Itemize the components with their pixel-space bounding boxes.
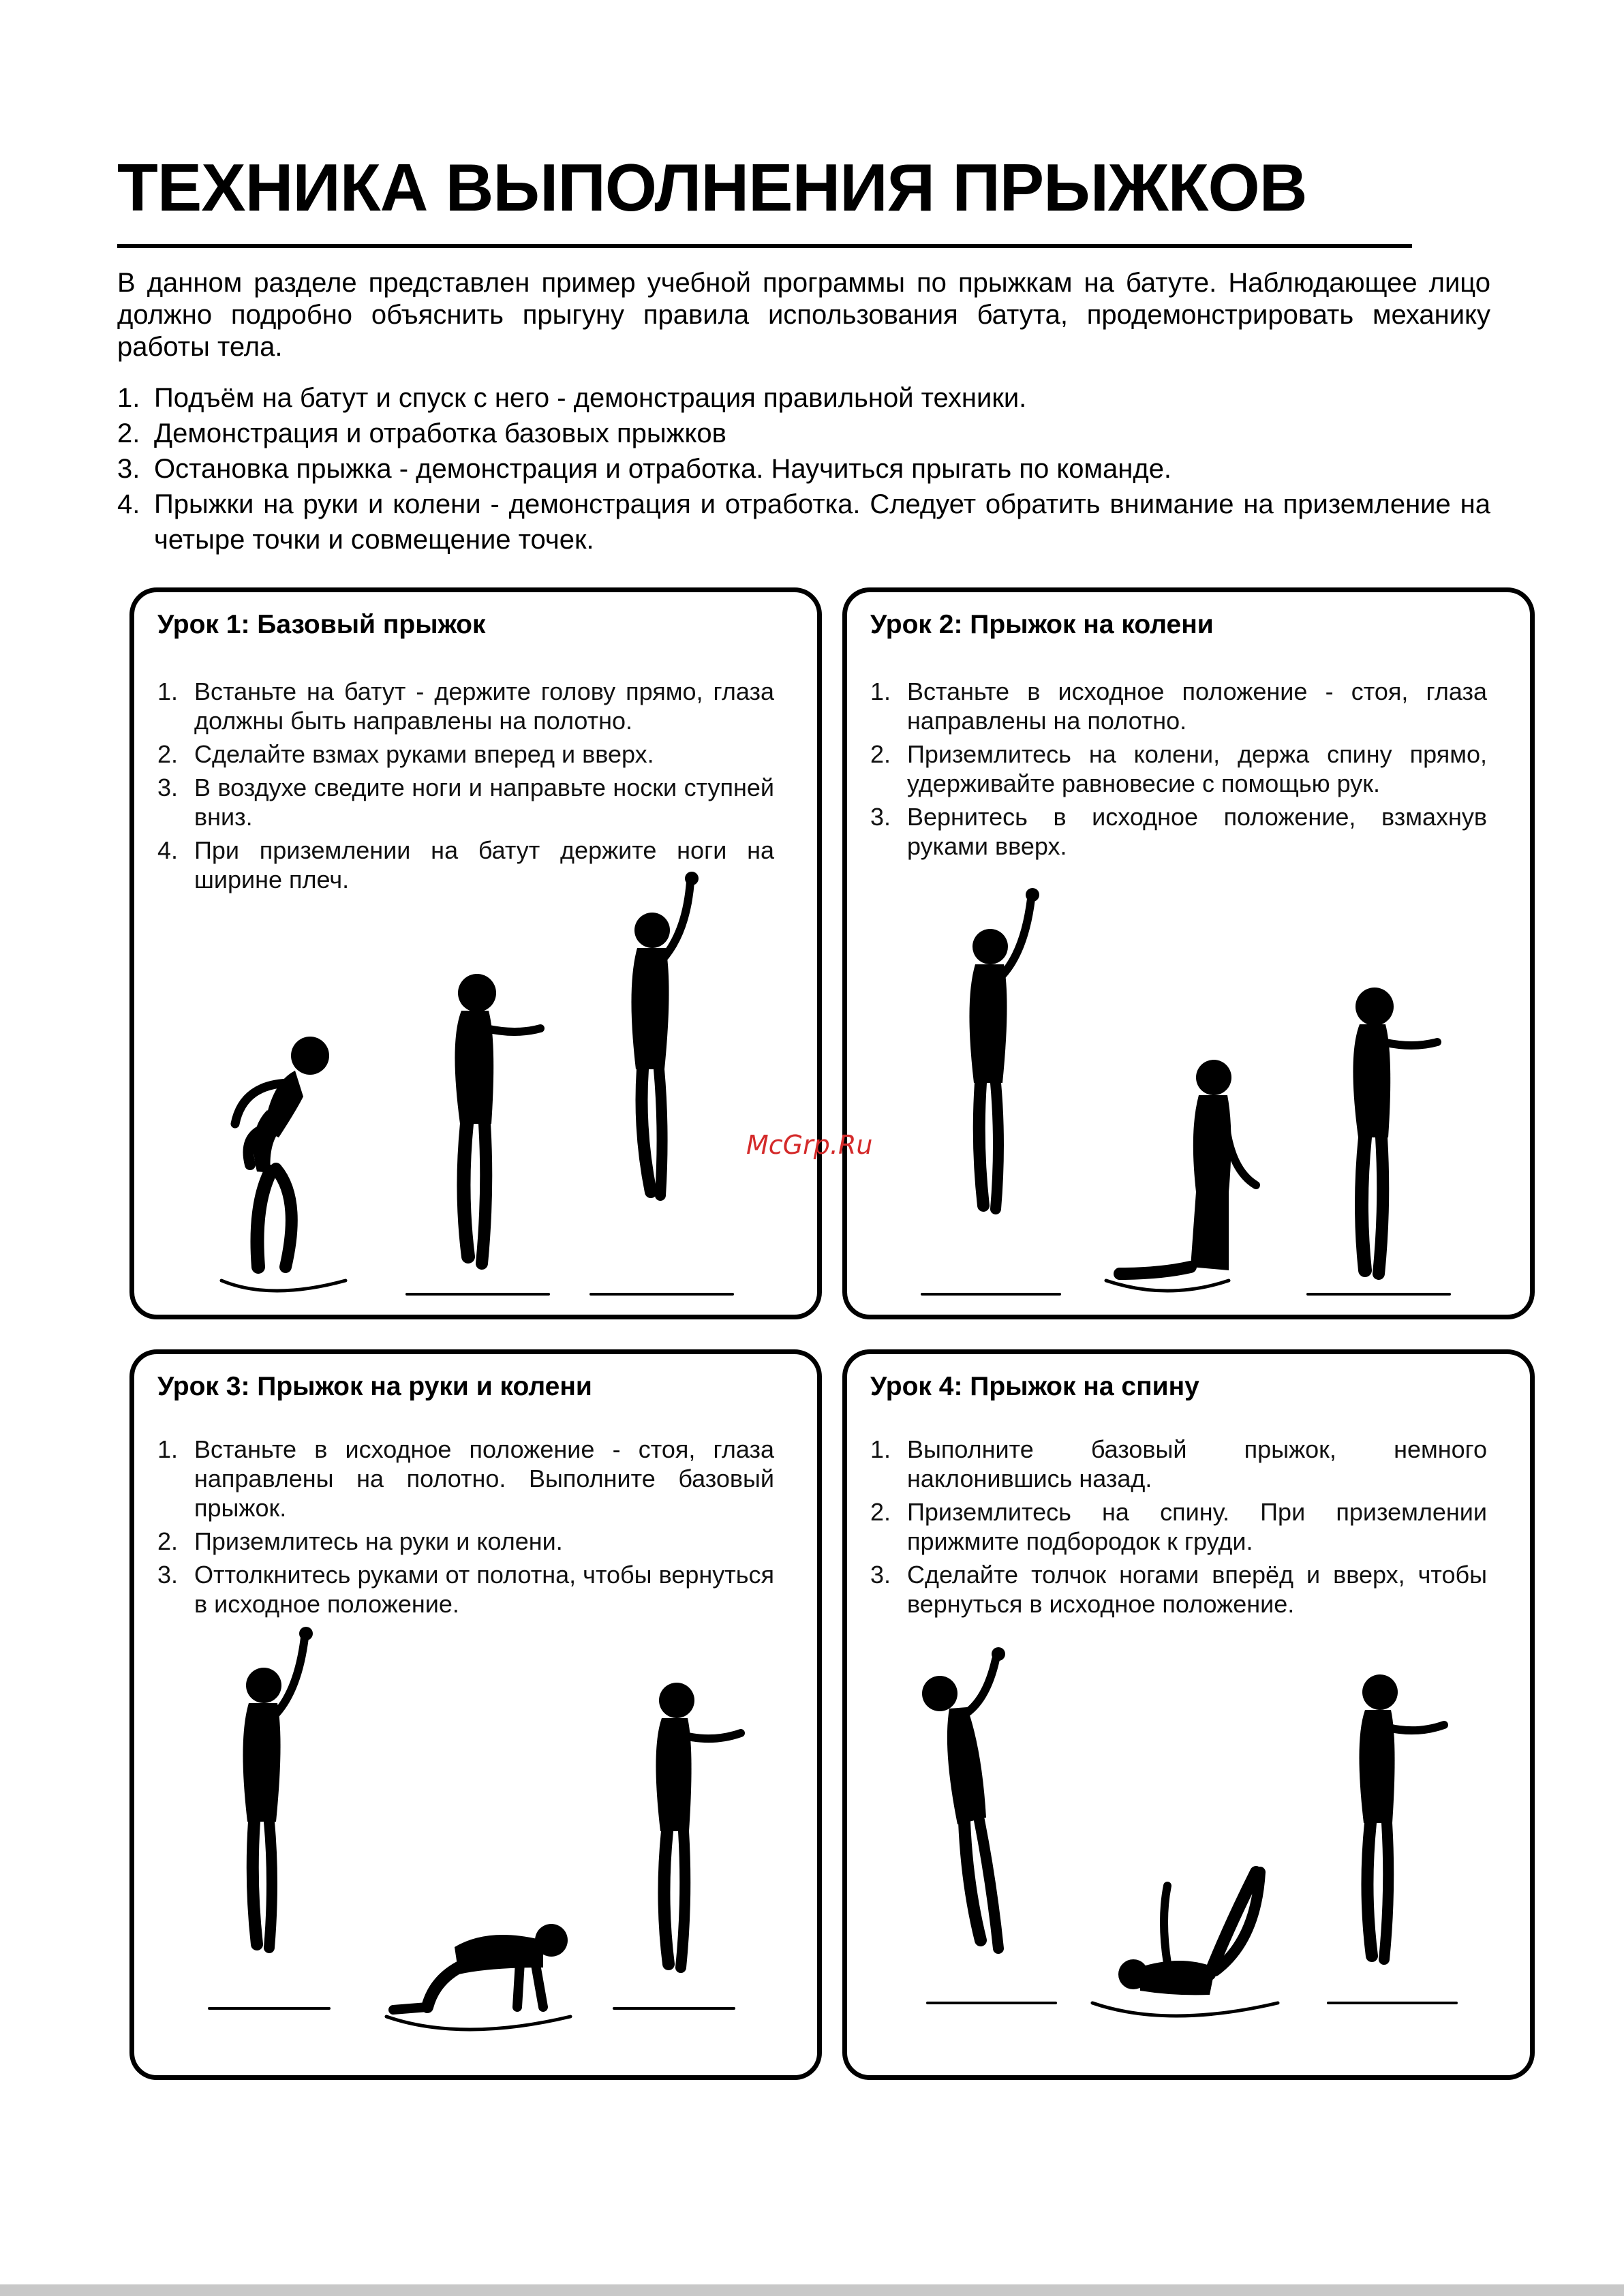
page-title: ТЕХНИКА ВЫПОЛНЕНИЯ ПРЫЖКОВ xyxy=(117,150,1307,225)
bending-mat-line xyxy=(386,2017,570,2030)
figure-arms-up xyxy=(631,872,699,1195)
step-number: 1. xyxy=(157,677,179,705)
step-text: Вернитесь в исходное положение, взмахнув руками вверх. xyxy=(907,803,1487,860)
list-text: Демонстрация и отработка базовых прыжков xyxy=(154,418,726,448)
step-text: Встаньте в исходное положение - стоя, глаза направлены на полотно. Выполните базовый прыжок. xyxy=(194,1435,774,1522)
step-text: Встаньте в исходное положение - стоя, глаза направлены на полотно. xyxy=(907,677,1487,735)
step-text: Приземлитесь на колени, держа спину прямо, удерживайте равновесие с помощью рук. xyxy=(907,740,1487,797)
step-number: 3. xyxy=(157,1561,179,1589)
step-number: 3. xyxy=(870,803,891,831)
list-number: 3. xyxy=(117,454,140,484)
step-text: Приземлитесь на руки и колени. xyxy=(194,1527,563,1555)
figure-arms-forward xyxy=(1359,1674,1444,1959)
lesson-4-panel xyxy=(842,1349,1535,2080)
title-rule xyxy=(117,244,1412,248)
lesson-4-illustration xyxy=(847,1354,1530,2075)
lesson-1-illustration xyxy=(134,592,817,1315)
lesson-1-panel xyxy=(129,587,822,1319)
figure-arms-forward xyxy=(1353,988,1437,1274)
step-number: 3. xyxy=(157,774,179,801)
lesson-3-title: Урок 3: Прыжок на руки и колени xyxy=(157,1372,592,1401)
step-text: Сделайте толчок ногами вперёд и вверх, чтобы вернуться в исходное положение. xyxy=(907,1561,1487,1618)
list-text: Прыжки на руки и колени - демонстрация и отработка. Следует обратить внимание на приземление на четыре точки и совмещение точек. xyxy=(154,489,1490,555)
lesson-2-title: Урок 2: Прыжок на колени xyxy=(870,610,1214,639)
lesson-2-panel xyxy=(842,587,1535,1319)
step-text: Оттолкнитесь руками от полотна, чтобы вернуться в исходное положение. xyxy=(194,1561,774,1618)
step-text: При приземлении на батут держите ноги на ширине плеч. xyxy=(194,836,774,893)
lesson-1-title: Урок 1: Базовый прыжок xyxy=(157,610,486,639)
figure-arms-forward xyxy=(455,974,540,1264)
step-text: Выполните базовый прыжок, немного наклонившись назад. xyxy=(907,1435,1487,1493)
step-text: Встаньте на батут - держите голову прямо, глаза должны быть направлены на полотно. xyxy=(194,677,774,735)
step-text: Приземлитесь на спину. При приземлении прижмите подбородок к груди. xyxy=(907,1498,1487,1555)
figure-crouch xyxy=(235,1037,329,1267)
figure-arms-up xyxy=(969,888,1039,1209)
list-number: 4. xyxy=(117,489,140,519)
figure-arms-forward xyxy=(656,1683,741,1968)
main-list xyxy=(117,380,1490,557)
watermark: McGrp.Ru xyxy=(746,1130,873,1160)
step-number: 4. xyxy=(157,836,179,864)
figure-arms-up xyxy=(243,1627,313,1948)
main-list-item xyxy=(117,451,1490,487)
bending-mat-line xyxy=(221,1281,346,1291)
step-text: В воздухе сведите ноги и направьте носки ступней вниз. xyxy=(194,774,774,831)
bending-mat-line xyxy=(1092,2003,1278,2016)
list-text: Остановка прыжка - демонстрация и отработка. Научиться прыгать по команде. xyxy=(154,454,1172,484)
main-list-item xyxy=(117,487,1490,557)
main-list-item xyxy=(117,416,1490,451)
step-number: 1. xyxy=(870,677,891,705)
step-number: 2. xyxy=(157,1527,179,1555)
bottom-strip xyxy=(0,2284,1624,2296)
figure-kneeling xyxy=(1120,1060,1256,1274)
lesson-3-panel xyxy=(129,1349,822,2080)
lesson-4-title: Урок 4: Прыжок на спину xyxy=(870,1372,1199,1401)
step-number: 2. xyxy=(870,1498,891,1526)
step-number: 3. xyxy=(870,1561,891,1589)
step-number: 2. xyxy=(157,740,179,768)
step-number: 1. xyxy=(870,1435,891,1463)
list-number: 2. xyxy=(117,418,140,448)
bending-mat-line xyxy=(1106,1281,1229,1291)
figure-hands-knees xyxy=(393,1924,568,2010)
list-number: 1. xyxy=(117,383,140,413)
main-list-item xyxy=(117,380,1490,416)
step-number: 2. xyxy=(870,740,891,768)
lesson-2-illustration xyxy=(847,592,1530,1315)
step-number: 1. xyxy=(157,1435,179,1463)
lesson-3-illustration xyxy=(134,1354,817,2075)
intro-paragraph: В данном разделе представлен пример учебной программы по прыжкам на батуте. Наблюдающее лицо должно подробно объяснить прыгуну правила использования батута, продемонстрировать механику работы тела. xyxy=(117,268,1490,362)
list-text: Подъём на батут и спуск с него - демонстрация правильной техники. xyxy=(154,383,1027,413)
figure-lean-back xyxy=(922,1647,1005,1948)
step-text: Сделайте взмах руками вперед и вверх. xyxy=(194,740,654,768)
figure-on-back xyxy=(1118,1872,1260,1995)
